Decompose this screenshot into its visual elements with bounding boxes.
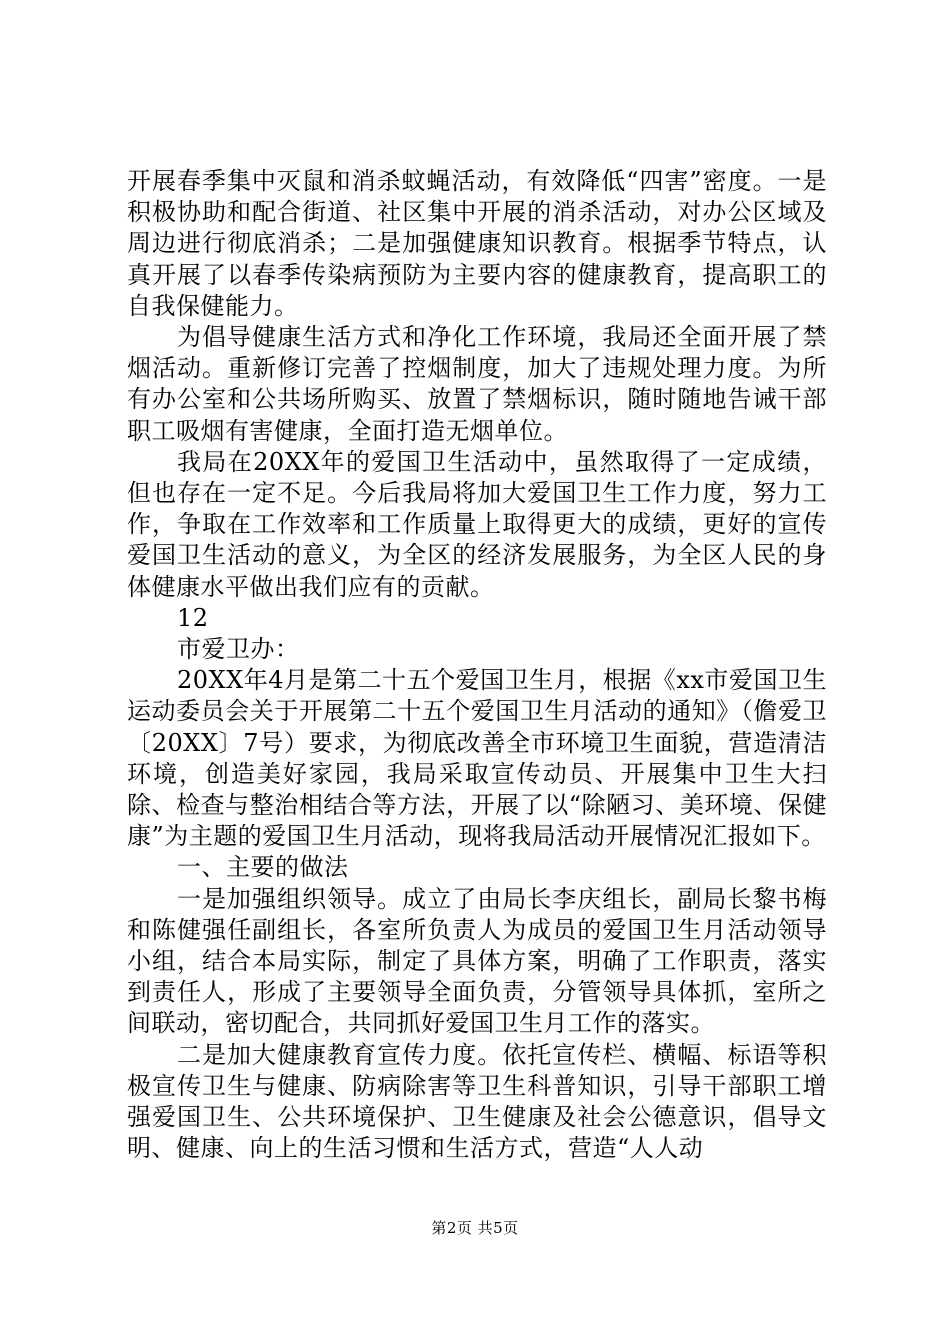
paragraph: 20XX年4月是第二十五个爱国卫生月，根据《xx市爱国卫生运动委员会关于开展第二十五个爱国卫生月活动的通知》（儋爱卫〔20XX〕7号）要求，为彻底改善全市环境卫生面貌，营造清洁环境，创造美好家园，我局采取宣传动员、开展集中卫生大扫除、检查与整治相结合等方法，开展了以“除陋习、美环境、保健康”为主题的爱国卫生月活动，现将我局活动开展情况汇报如下。	[127, 666, 827, 851]
page-footer	[0, 1218, 950, 1238]
paragraph: 二是加大健康教育宣传力度。依托宣传栏、横幅、标语等积极宣传卫生与健康、防病除害等卫生科普知识，引导干部职工增强爱国卫生、公共环境保护、卫生健康及社会公德意识，倡导文明、健康、向上的生活习惯和生活方式，营造“人人动	[127, 1040, 827, 1163]
document-body	[127, 166, 827, 1165]
paragraph: 我局在20XX年的爱国卫生活动中，虽然取得了一定成绩，但也存在一定不足。今后我局将加大爱国卫生工作力度，努力工作，争取在工作效率和工作质量上取得更大的成绩，更好的宣传爱国卫生活动的意义，为全区的经济发展服务，为全区人民的身体健康水平做出我们应有的贡献。	[127, 447, 827, 601]
paragraph: 开展春季集中灭鼠和消杀蚊蝇活动，有效降低“四害”密度。一是积极协助和配合街道、社区集中开展的消杀活动，对办公区域及周边进行彻底消杀；二是加强健康知识教育。根据季节特点，认真开展了以春季传染病预防为主要内容的健康教育，提高职工的自我保健能力。	[127, 167, 827, 320]
paragraph-number: 12	[177, 603, 209, 632]
section-heading: 一、主要的做法	[177, 853, 349, 882]
paragraph: 为倡导健康生活方式和净化工作环境，我局还全面开展了禁烟活动。重新修订完善了控烟制度，加大了违规处理力度。为所有办公室和公共场所购买、放置了禁烟标识，随时随地告诫干部职工吸烟有害健康，全面打造无烟单位。	[127, 323, 827, 445]
salutation: 市爱卫办：	[177, 635, 300, 664]
paragraph: 一是加强组织领导。成立了由局长李庆组长，副局长黎书梅和陈健强任副组长，各室所负责人为成员的爱国卫生月活动领导小组，结合本局实际，制定了具体方案，明确了工作职责，落实到责任人，形成了主要领导全面负责，分管领导具体抓，室所之间联动，密切配合，共同抓好爱国卫生月工作的落实。	[127, 884, 827, 1038]
page-number-label: 第2页 共5页	[431, 1219, 519, 1237]
